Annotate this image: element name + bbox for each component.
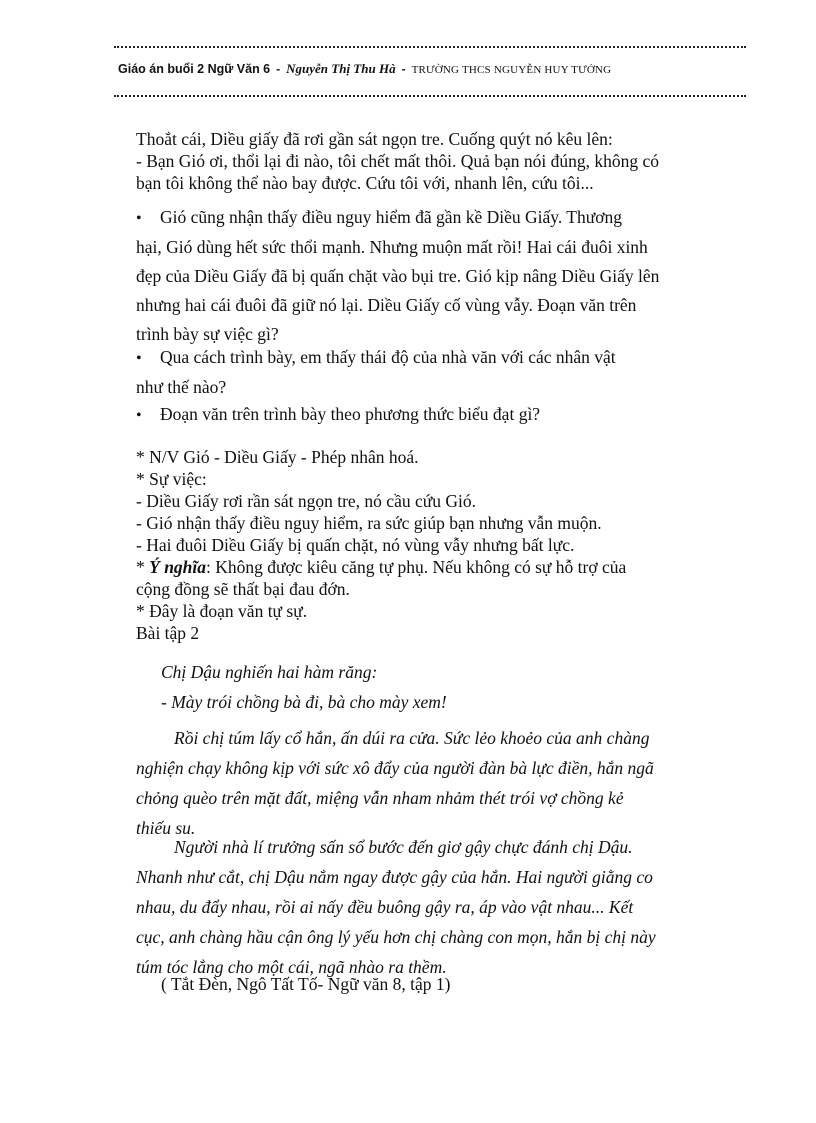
- exercise-heading: Bài tập 2: [136, 623, 200, 643]
- text-line: Đoạn văn trên trình bày theo phương thức biểu đạt gì?: [160, 404, 541, 424]
- text-line: Nhanh như cắt, chị Dậu nắm ngay được gậy của hắn. Hai người giằng co: [136, 867, 653, 887]
- summary-meaning: * Ý nghĩa: Không được kiêu căng tự phụ. Nếu không có sự hỗ trợ của: [136, 557, 627, 577]
- bullet-question-1: [136, 203, 696, 349]
- summary-event-item: - Gió nhận thấy điều nguy hiểm, ra sức giúp bạn nhưng vẫn muộn.: [136, 513, 602, 533]
- header-separator: -: [401, 62, 406, 76]
- header-dotted-rule-bottom: [114, 95, 746, 97]
- summary-event-item: - Hai đuôi Diều Giấy bị quấn chặt, nó vùng vẫy nhưng bất lực.: [136, 535, 575, 555]
- text-line: Qua cách trình bày, em thấy thái độ của nhà văn với các nhân vật: [160, 347, 616, 367]
- summary-characters: * N/V Gió - Diều Giấy - Phép nhân hoá.: [136, 447, 419, 467]
- summary-meaning-continued: cộng đồng sẽ thất bại đau đớn.: [136, 579, 350, 599]
- text-line: nhưng hai cái đuôi đã giữ nó lại. Diều Giấy cố vùng vẫy. Đoạn văn trên: [136, 295, 637, 315]
- header-separator: -: [276, 62, 281, 76]
- bullet-icon: •: [136, 350, 142, 367]
- text-line: như thế nào?: [136, 377, 227, 397]
- text-line: túm tóc lẳng cho một cái, ngã nhào ra thềm.: [136, 957, 447, 977]
- text-line: chỏng quèo trên mặt đất, miệng vẫn nham nhảm thét trói vợ chồng kẻ: [136, 788, 624, 808]
- text-line: trình bày sự việc gì?: [136, 324, 279, 344]
- text-line: đẹp của Diều Giấy đã bị quấn chặt vào bụi tre. Gió kịp nâng Diều Giấy lên: [136, 266, 660, 286]
- header-author: Nguyễn Thị Thu Hà: [286, 61, 396, 76]
- excerpt-paragraph-2: [136, 832, 696, 982]
- header-title: Giáo án buổi 2 Ngữ Văn 6: [118, 62, 271, 76]
- text-line: thiếu su.: [136, 818, 196, 838]
- text-line: hại, Gió dùng hết sức thổi mạnh. Nhưng muộn mất rồi! Hai cái đuôi xinh: [136, 237, 648, 257]
- text-line: Chị Dậu nghiến hai hàm răng:: [161, 662, 378, 682]
- text-line: nghiện chạy không kịp với sức xô đẩy của người đàn bà lực điền, hắn ngã: [136, 758, 654, 778]
- text-line: Gió cũng nhận thấy điều nguy hiểm đã gần kề Diều Giấy. Thương: [160, 207, 622, 227]
- text-line: - Mày trói chồng bà đi, bà cho mày xem!: [161, 692, 447, 712]
- text-line: Rồi chị túm lấy cổ hắn, ấn dúi ra cửa. Sức lẻo khoẻo của anh chàng: [174, 728, 650, 748]
- text-line: nhau, du đẩy nhau, rồi ai nấy đều buông gậy ra, áp vào vật nhau... Kết: [136, 897, 634, 917]
- header-dotted-rule-top: [114, 46, 746, 48]
- meaning-label: Ý nghĩa: [149, 557, 207, 577]
- bullet-icon: •: [136, 210, 142, 227]
- bullet-question-3: [136, 400, 696, 430]
- bullet-question-2: [136, 343, 696, 402]
- answer-summary: [136, 446, 696, 644]
- excerpt-dialogue: [136, 657, 696, 717]
- opening-paragraph: [136, 128, 696, 194]
- text-line: Người nhà lí trưởng sấn sổ bước đến giơ gậy chực đánh chị Dậu.: [174, 837, 633, 857]
- text-line: bạn tôi không thể nào bay được. Cứu tôi với, nhanh lên, cứu tôi...: [136, 173, 594, 193]
- page-header: [118, 58, 758, 80]
- bullet-icon: •: [136, 407, 142, 424]
- excerpt-source: ( Tắt Đèn, Ngô Tất Tố- Ngữ văn 8, tập 1): [161, 974, 451, 994]
- text-line: cục, anh chàng hầu cận ông lý yếu hơn chị chàng con mọn, hắn bị chị này: [136, 927, 656, 947]
- header-school: TRƯỜNG THCS NGUYỄN HUY TƯỞNG: [411, 64, 612, 76]
- excerpt-paragraph-1: [136, 723, 696, 843]
- text-line: - Bạn Gió ơi, thổi lại đi nào, tôi chết mất thôi. Quả bạn nói đúng, không có: [136, 151, 659, 171]
- summary-event-item: - Diều Giấy rơi rần sát ngọn tre, nó cầu cứu Gió.: [136, 491, 476, 511]
- summary-events-heading: * Sự việc:: [136, 469, 207, 489]
- summary-conclusion: * Đây là đoạn văn tự sự.: [136, 601, 308, 621]
- text-line: Thoắt cái, Diều giấy đã rơi gần sát ngọn tre. Cuống quýt nó kêu lên:: [136, 129, 613, 149]
